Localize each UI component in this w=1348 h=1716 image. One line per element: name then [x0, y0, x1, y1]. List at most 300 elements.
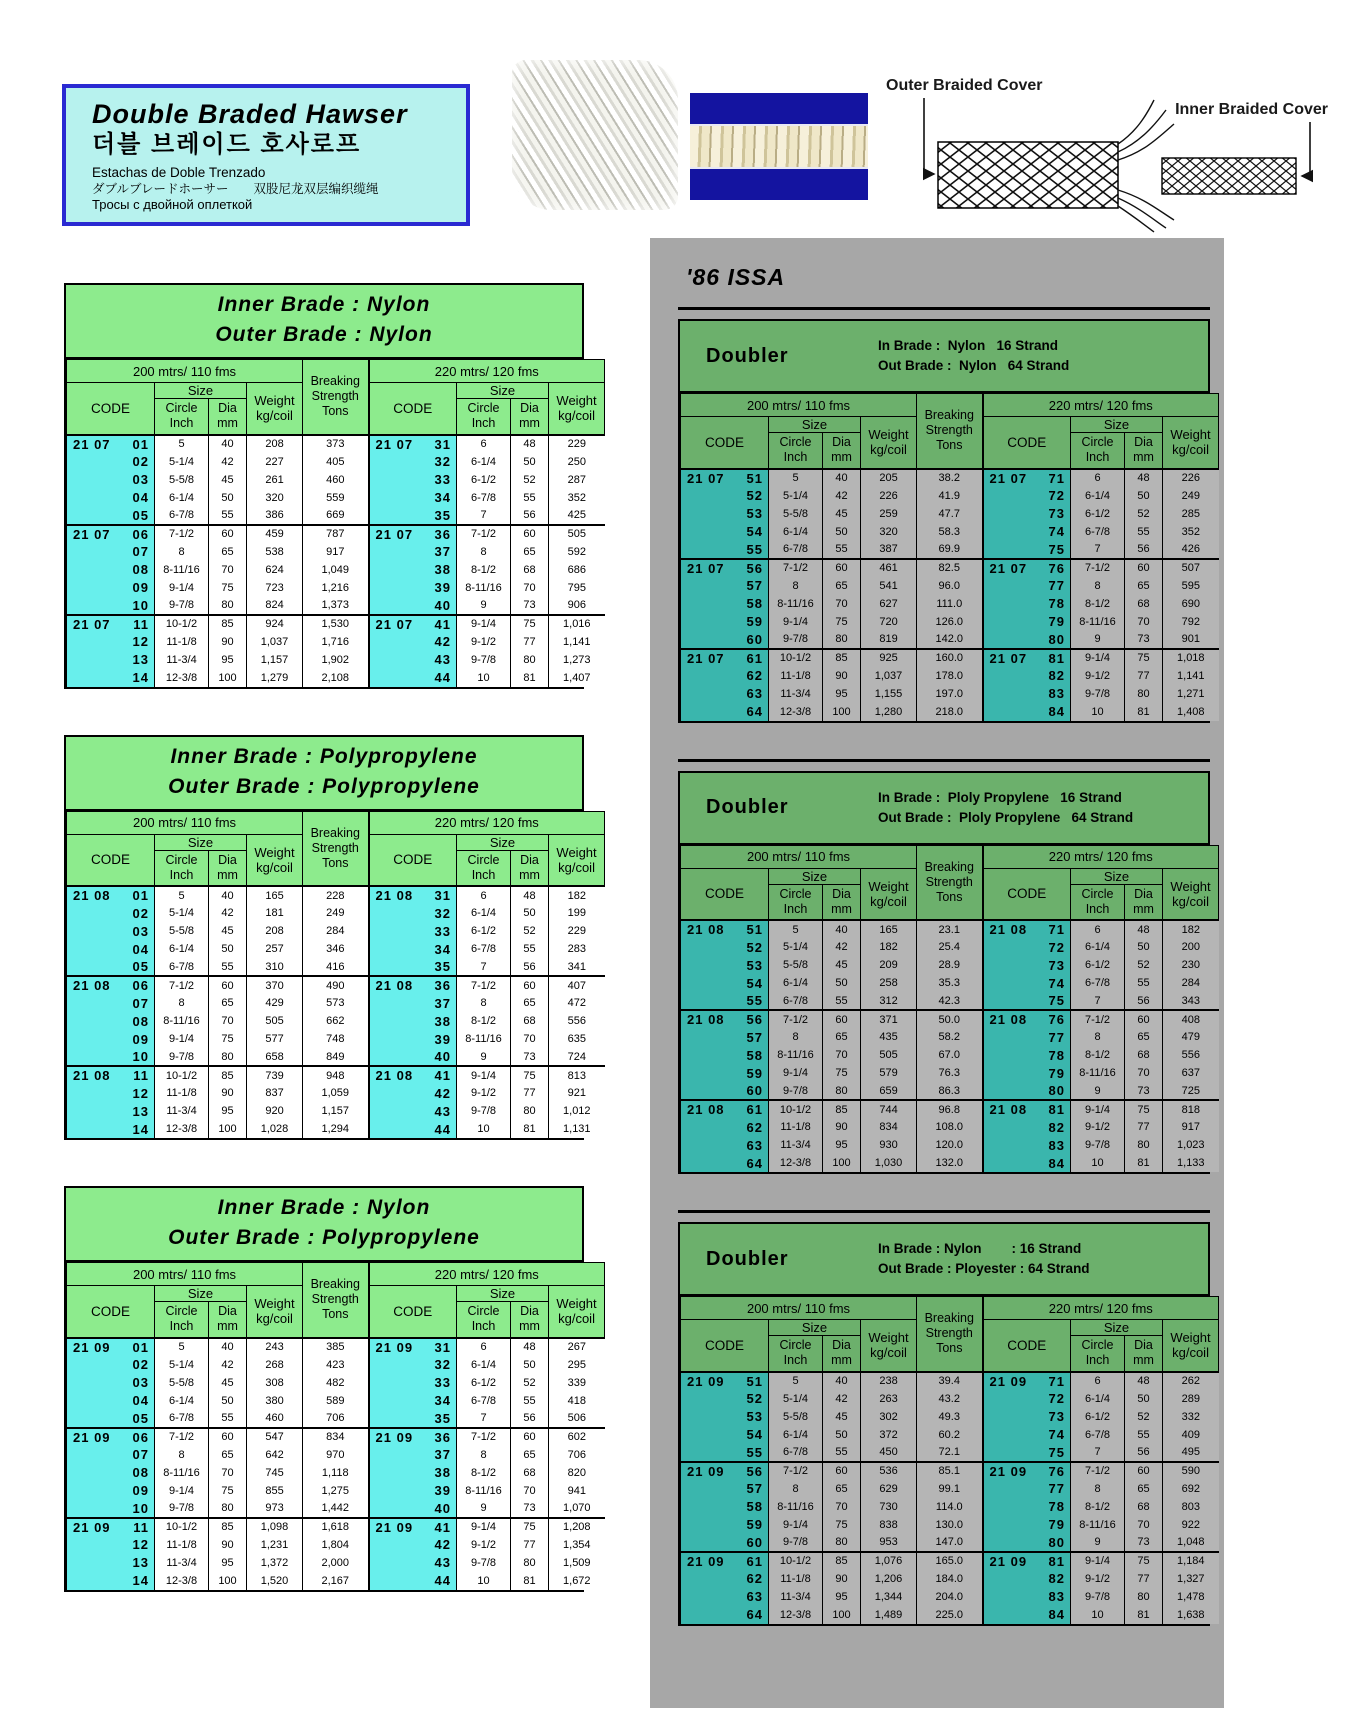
page-title-spanish: Estachas de Doble Trenzado	[92, 165, 266, 180]
table-row	[681, 1588, 1219, 1606]
table-row	[681, 1408, 1219, 1426]
code-cell: 21 07 01	[67, 435, 155, 453]
code-cell: 59	[681, 613, 769, 631]
value-cell: 295	[549, 1356, 605, 1374]
value-cell: 50	[1125, 487, 1163, 505]
value-cell: 11-3/4	[155, 1102, 209, 1120]
table-row	[681, 1100, 1219, 1118]
value-cell: 10	[457, 1572, 511, 1590]
value-cell: 230	[1163, 956, 1219, 974]
table-row	[67, 1012, 605, 1030]
column-header: Dia mm	[1125, 433, 1163, 469]
value-cell: 48	[511, 886, 549, 904]
value-cell: 72.1	[917, 1444, 983, 1462]
code-cell: 63	[681, 685, 769, 703]
value-cell: 77	[511, 1536, 549, 1554]
code-cell: 62	[681, 1118, 769, 1136]
value-cell: 818	[1163, 1100, 1219, 1118]
code-cell: 55	[681, 992, 769, 1010]
value-cell: 320	[861, 523, 917, 541]
column-header: 220 mtrs/ 120 fms	[983, 394, 1219, 417]
column-header: Circle Inch	[1071, 433, 1125, 469]
code-cell: 03	[67, 922, 155, 940]
value-cell: 85	[823, 649, 861, 667]
braid-spec	[878, 788, 1133, 828]
value-cell: 662	[303, 1012, 369, 1030]
value-cell: 100	[823, 1154, 861, 1172]
table-row	[67, 1446, 605, 1464]
code-cell: 37	[369, 1446, 457, 1464]
page-title: Double Braded Hawser	[92, 99, 408, 129]
value-cell: 12-3/8	[769, 703, 823, 721]
value-cell: 1,344	[861, 1588, 917, 1606]
value-cell: 669	[303, 507, 369, 525]
value-cell: 6-7/8	[1071, 1426, 1125, 1444]
value-cell: 204.0	[917, 1588, 983, 1606]
column-header: Weight kg/coil	[549, 1286, 605, 1338]
value-cell: 9-7/8	[457, 1102, 511, 1120]
value-cell: 42	[823, 487, 861, 505]
value-cell: 380	[247, 1392, 303, 1410]
value-cell: 1,157	[303, 1102, 369, 1120]
code-cell: 77	[983, 1480, 1071, 1498]
value-cell: 5-1/4	[155, 453, 209, 471]
code-cell: 10	[67, 1048, 155, 1066]
value-cell: 227	[247, 453, 303, 471]
value-cell: 538	[247, 543, 303, 561]
value-cell: 1,141	[549, 633, 605, 651]
column-header: 220 mtrs/ 120 fms	[369, 1263, 605, 1286]
value-cell: 11-3/4	[769, 1588, 823, 1606]
value-cell: 9-7/8	[1071, 1136, 1125, 1154]
value-cell: 917	[303, 543, 369, 561]
value-cell: 50	[209, 1392, 247, 1410]
value-cell: 6-1/4	[769, 974, 823, 992]
table-section-doubler-nylon-polyester	[678, 1210, 1210, 1626]
value-cell: 52	[1125, 1408, 1163, 1426]
column-header: Circle Inch	[155, 399, 209, 435]
value-cell: 12-3/8	[155, 669, 209, 687]
value-cell: 65	[209, 994, 247, 1012]
column-header: 220 mtrs/ 120 fms	[369, 360, 605, 383]
code-cell: 44	[369, 1572, 457, 1590]
column-header: Circle Inch	[457, 399, 511, 435]
value-cell: 834	[861, 1118, 917, 1136]
code-cell: 33	[369, 471, 457, 489]
value-cell: 86.3	[917, 1082, 983, 1100]
value-cell: 77	[1125, 1570, 1163, 1588]
value-cell: 208	[247, 922, 303, 940]
value-cell: 9-7/8	[155, 1048, 209, 1066]
column-header: Size	[769, 417, 861, 433]
value-cell: 418	[549, 1392, 605, 1410]
code-cell: 14	[67, 1572, 155, 1590]
value-cell: 642	[247, 1446, 303, 1464]
column-header: 220 mtrs/ 120 fms	[369, 811, 605, 834]
code-cell: 33	[369, 922, 457, 940]
value-cell: 40	[209, 1338, 247, 1356]
value-cell: 308	[247, 1374, 303, 1392]
code-cell: 21 08 01	[67, 886, 155, 904]
value-cell: 218.0	[917, 703, 983, 721]
value-cell: 73	[1125, 1534, 1163, 1552]
value-cell: 284	[1163, 974, 1219, 992]
value-cell: 813	[549, 1066, 605, 1084]
table-row	[67, 940, 605, 958]
value-cell: 921	[549, 1084, 605, 1102]
value-cell: 450	[861, 1444, 917, 1462]
value-cell: 69.9	[917, 541, 983, 559]
value-cell: 73	[511, 1500, 549, 1518]
column-header: 200 mtrs/ 110 fms	[67, 811, 303, 834]
value-cell: 65	[209, 543, 247, 561]
value-cell: 12-3/8	[155, 1120, 209, 1138]
value-cell: 52	[1125, 956, 1163, 974]
table-row	[67, 579, 605, 597]
value-cell: 80	[511, 1554, 549, 1572]
value-cell: 81	[511, 1572, 549, 1590]
value-cell: 9-7/8	[769, 631, 823, 649]
value-cell: 160.0	[917, 649, 983, 667]
value-cell: 12-3/8	[155, 1572, 209, 1590]
value-cell: 50	[209, 489, 247, 507]
table-row	[67, 651, 605, 669]
value-cell: 65	[511, 1446, 549, 1464]
value-cell: 8-11/16	[155, 1012, 209, 1030]
code-cell: 03	[67, 471, 155, 489]
code-cell: 08	[67, 561, 155, 579]
table-row	[681, 1118, 1219, 1136]
value-cell: 73	[1125, 1082, 1163, 1100]
table-row	[681, 1390, 1219, 1408]
value-cell: 5-5/8	[155, 1374, 209, 1392]
value-cell: 9-1/4	[155, 1030, 209, 1048]
value-cell: 9	[1071, 1534, 1125, 1552]
value-cell: 1,037	[861, 667, 917, 685]
column-header: Breaking Strength Tons	[303, 1263, 369, 1338]
value-cell: 595	[1163, 577, 1219, 595]
value-cell: 60	[511, 525, 549, 543]
value-cell: 820	[549, 1464, 605, 1482]
table-title	[66, 737, 582, 811]
column-header: Dia mm	[1125, 884, 1163, 920]
value-cell: 85	[209, 615, 247, 633]
value-cell: 370	[247, 976, 303, 994]
issa-label: '86 ISSA	[686, 264, 786, 290]
column-header: CODE	[369, 383, 457, 435]
table-row	[681, 1534, 1219, 1552]
value-cell: 200	[1163, 938, 1219, 956]
inner-cover-arrow	[1302, 122, 1310, 176]
code-cell: 08	[67, 1464, 155, 1482]
value-cell: 6-1/4	[769, 1426, 823, 1444]
code-cell: 05	[67, 958, 155, 976]
table-row	[67, 489, 605, 507]
outer-brade-line: Outer Brade : Polypropylene	[168, 1226, 480, 1249]
column-header: 220 mtrs/ 120 fms	[983, 845, 1219, 868]
value-cell: 1,133	[1163, 1154, 1219, 1172]
code-cell: 21 07 06	[67, 525, 155, 543]
column-header: CODE	[681, 868, 769, 920]
code-cell: 64	[681, 1154, 769, 1172]
value-cell: 8-1/2	[457, 561, 511, 579]
out-brade-spec: Out Brade : Nylon 64 Strand	[878, 358, 1070, 373]
value-cell: 506	[549, 1410, 605, 1428]
value-cell: 60	[1125, 1010, 1163, 1028]
code-cell: 39	[369, 1030, 457, 1048]
value-cell: 8-11/16	[1071, 1064, 1125, 1082]
value-cell: 7-1/2	[1071, 1010, 1125, 1028]
value-cell: 68	[511, 1464, 549, 1482]
value-cell: 9	[1071, 631, 1125, 649]
value-cell: 257	[247, 940, 303, 958]
table-row	[681, 1462, 1219, 1480]
inner-cover-label: Inner Braided Cover	[1175, 101, 1328, 118]
value-cell: 8-11/16	[457, 579, 511, 597]
value-cell: 8-11/16	[769, 1046, 823, 1064]
column-header: Circle Inch	[457, 850, 511, 886]
code-cell: 83	[983, 1588, 1071, 1606]
value-cell: 1,048	[1163, 1534, 1219, 1552]
value-cell: 249	[303, 904, 369, 922]
value-cell: 85	[823, 1552, 861, 1570]
page-title-korean: 더블 브레이드 호사로프	[92, 131, 362, 158]
value-cell: 11-1/8	[155, 1536, 209, 1554]
value-cell: 70	[511, 579, 549, 597]
value-cell: 1,442	[303, 1500, 369, 1518]
column-header: Size	[155, 383, 247, 399]
value-cell: 8-11/16	[457, 1030, 511, 1048]
value-cell: 7	[1071, 992, 1125, 1010]
value-cell: 80	[511, 1102, 549, 1120]
value-cell: 849	[303, 1048, 369, 1066]
column-header: Weight kg/coil	[549, 383, 605, 435]
value-cell: 55	[209, 958, 247, 976]
value-cell: 90	[209, 1536, 247, 1554]
column-header: CODE	[983, 417, 1071, 469]
value-cell: 1,902	[303, 651, 369, 669]
value-cell: 42	[209, 453, 247, 471]
value-cell: 592	[549, 543, 605, 561]
value-cell: 6-1/4	[457, 904, 511, 922]
value-cell: 7-1/2	[155, 525, 209, 543]
column-header: Breaking Strength Tons	[917, 1297, 983, 1372]
value-cell: 80	[209, 1048, 247, 1066]
value-cell: 52	[1125, 505, 1163, 523]
value-cell: 559	[303, 489, 369, 507]
value-cell: 6-7/8	[1071, 523, 1125, 541]
column-header: Size	[1071, 1320, 1163, 1336]
table-row	[681, 1480, 1219, 1498]
value-cell: 85	[823, 1100, 861, 1118]
value-cell: 8-11/16	[457, 1482, 511, 1500]
value-cell: 6-1/4	[155, 489, 209, 507]
table-section-doubler-nylon	[678, 307, 1210, 723]
value-cell: 1,076	[861, 1552, 917, 1570]
code-cell: 21 09 56	[681, 1462, 769, 1480]
value-cell: 6-7/8	[769, 541, 823, 559]
out-brade-spec: Out Brade : Ploly Propylene 64 Strand	[878, 809, 1134, 825]
page-title-russian: Тросы с двойной оплеткой	[92, 197, 253, 212]
code-cell: 35	[369, 507, 457, 525]
value-cell: 60	[823, 1462, 861, 1480]
value-cell: 50	[1125, 938, 1163, 956]
code-cell: 21 09 71	[983, 1372, 1071, 1390]
code-cell: 63	[681, 1588, 769, 1606]
code-cell: 21 08 36	[369, 976, 457, 994]
value-cell: 6-7/8	[1071, 974, 1125, 992]
value-cell: 56	[511, 958, 549, 976]
code-cell: 53	[681, 956, 769, 974]
value-cell: 8	[457, 543, 511, 561]
value-cell: 55	[1125, 974, 1163, 992]
value-cell: 1,216	[303, 579, 369, 597]
code-cell: 60	[681, 1534, 769, 1552]
value-cell: 70	[1125, 1516, 1163, 1534]
value-cell: 8	[457, 994, 511, 1012]
value-cell: 45	[823, 505, 861, 523]
table-row	[67, 1410, 605, 1428]
value-cell: 6-7/8	[769, 992, 823, 1010]
value-cell: 75	[511, 1066, 549, 1084]
value-cell: 792	[1163, 613, 1219, 631]
table-row	[681, 1010, 1219, 1028]
column-header: Dia mm	[209, 1302, 247, 1338]
value-cell: 637	[1163, 1064, 1219, 1082]
code-cell: 82	[983, 1118, 1071, 1136]
value-cell: 228	[303, 886, 369, 904]
value-cell: 40	[823, 1372, 861, 1390]
column-header: Weight kg/coil	[861, 1320, 917, 1372]
value-cell: 1,279	[247, 669, 303, 687]
code-cell: 21 09 76	[983, 1462, 1071, 1480]
braid-spec	[878, 1239, 1090, 1279]
code-cell: 21 09 36	[369, 1428, 457, 1446]
table-row	[67, 958, 605, 976]
value-cell: 686	[549, 561, 605, 579]
value-cell: 9	[457, 1500, 511, 1518]
value-cell: 42	[823, 1390, 861, 1408]
value-cell: 627	[861, 595, 917, 613]
value-cell: 55	[511, 1392, 549, 1410]
value-cell: 1,049	[303, 561, 369, 579]
value-cell: 7-1/2	[1071, 1462, 1125, 1480]
code-cell: 79	[983, 613, 1071, 631]
value-cell: 60	[209, 976, 247, 994]
value-cell: 1,489	[861, 1606, 917, 1624]
value-cell: 1,672	[549, 1572, 605, 1590]
code-cell: 02	[67, 904, 155, 922]
code-cell: 34	[369, 1392, 457, 1410]
value-cell: 9-1/4	[769, 1516, 823, 1534]
value-cell: 147.0	[917, 1534, 983, 1552]
value-cell: 40	[823, 469, 861, 487]
value-cell: 11-1/8	[155, 1084, 209, 1102]
value-cell: 60	[209, 1428, 247, 1446]
value-cell: 1,275	[303, 1482, 369, 1500]
value-cell: 73	[511, 1048, 549, 1066]
value-cell: 75	[823, 1064, 861, 1082]
column-header: Breaking Strength Tons	[303, 811, 369, 886]
value-cell: 50	[511, 453, 549, 471]
code-cell: 02	[67, 1356, 155, 1374]
column-header: Weight kg/coil	[1163, 868, 1219, 920]
table-row	[67, 1554, 605, 1572]
value-cell: 924	[247, 615, 303, 633]
value-cell: 479	[1163, 1028, 1219, 1046]
value-cell: 8	[769, 1028, 823, 1046]
column-header: Breaking Strength Tons	[917, 845, 983, 920]
table-row	[681, 1082, 1219, 1100]
value-cell: 75	[823, 1516, 861, 1534]
code-cell: 58	[681, 595, 769, 613]
value-cell: 75	[209, 579, 247, 597]
code-cell: 42	[369, 1084, 457, 1102]
value-cell: 320	[247, 489, 303, 507]
value-cell: 182	[549, 886, 605, 904]
value-cell: 205	[861, 469, 917, 487]
column-header: CODE	[67, 834, 155, 886]
value-cell: 47.7	[917, 505, 983, 523]
value-cell: 8-11/16	[155, 1464, 209, 1482]
value-cell: 250	[549, 453, 605, 471]
value-cell: 80	[209, 597, 247, 615]
value-cell: 1,070	[549, 1500, 605, 1518]
value-cell: 10-1/2	[155, 1518, 209, 1536]
code-cell: 21 07 36	[369, 525, 457, 543]
value-cell: 425	[549, 507, 605, 525]
table-row	[67, 1066, 605, 1084]
value-cell: 43.2	[917, 1390, 983, 1408]
code-cell: 21 09 11	[67, 1518, 155, 1536]
value-cell: 824	[247, 597, 303, 615]
table-row	[681, 1154, 1219, 1172]
value-cell: 182	[861, 938, 917, 956]
column-header: 200 mtrs/ 110 fms	[681, 394, 917, 417]
value-cell: 9-1/4	[1071, 649, 1125, 667]
code-cell: 21 09 41	[369, 1518, 457, 1536]
value-cell: 6-1/2	[457, 1374, 511, 1392]
code-cell: 13	[67, 651, 155, 669]
value-cell: 67.0	[917, 1046, 983, 1064]
value-cell: 10	[1071, 1154, 1125, 1172]
value-cell: 838	[861, 1516, 917, 1534]
value-cell: 9-7/8	[769, 1082, 823, 1100]
code-cell: 63	[681, 1136, 769, 1154]
column-header: Weight kg/coil	[1163, 1320, 1219, 1372]
value-cell: 8-11/16	[1071, 1516, 1125, 1534]
value-cell: 7	[1071, 1444, 1125, 1462]
value-cell: 58.3	[917, 523, 983, 541]
value-cell: 429	[247, 994, 303, 1012]
value-cell: 287	[549, 471, 605, 489]
value-cell: 5-1/4	[769, 1390, 823, 1408]
value-cell: 95	[209, 1102, 247, 1120]
value-cell: 70	[511, 1482, 549, 1500]
inner-brade-line: Inner Brade : Nylon	[217, 1196, 431, 1219]
table-row	[67, 1084, 605, 1102]
value-cell: 1,407	[549, 669, 605, 687]
code-cell: 21 09 31	[369, 1338, 457, 1356]
code-cell: 83	[983, 685, 1071, 703]
value-cell: 50	[511, 1356, 549, 1374]
value-cell: 7-1/2	[155, 1428, 209, 1446]
value-cell: 1,478	[1163, 1588, 1219, 1606]
value-cell: 197.0	[917, 685, 983, 703]
value-cell: 95	[823, 1588, 861, 1606]
value-cell: 45	[823, 1408, 861, 1426]
value-cell: 917	[1163, 1118, 1219, 1136]
